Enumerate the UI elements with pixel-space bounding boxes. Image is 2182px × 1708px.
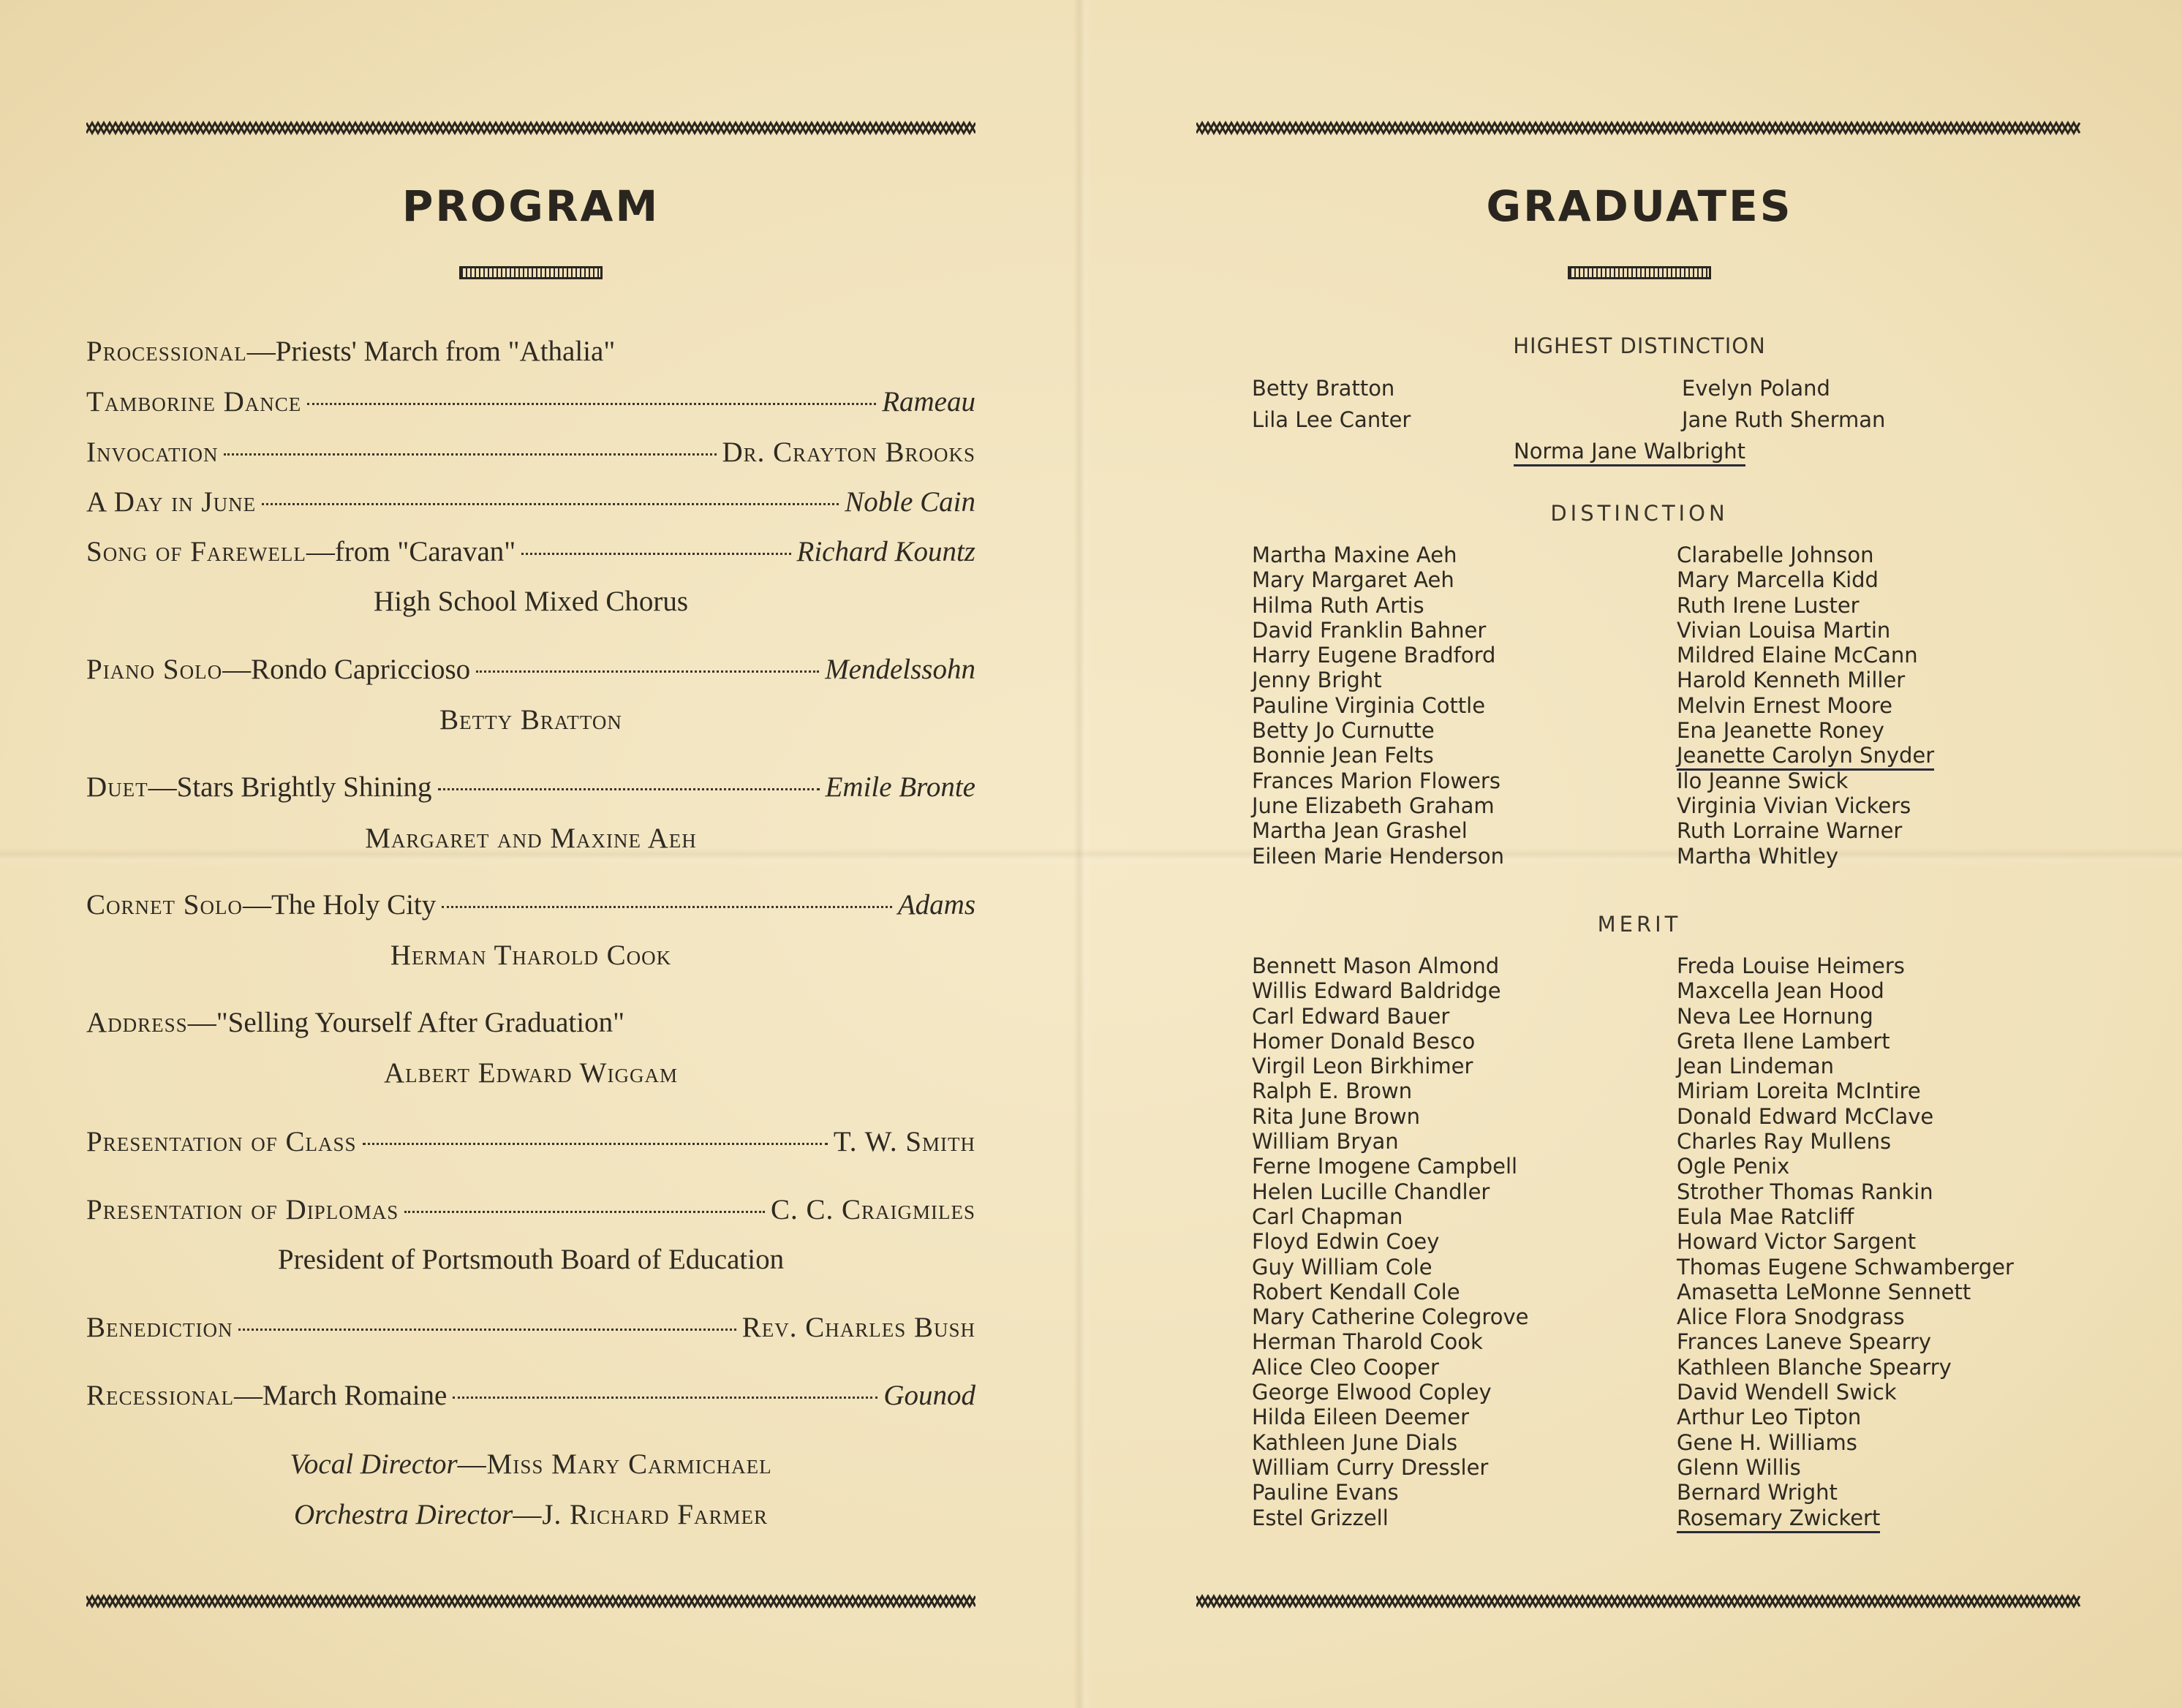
graduate-name: Charles Ray Mullens	[1677, 1129, 1892, 1155]
list-item	[1677, 718, 1934, 743]
graduate-name: Robert Kendall Cole	[1252, 1279, 1460, 1304]
dot-leader	[307, 403, 876, 405]
graduate-name: Homer Donald Besco	[1252, 1028, 1476, 1054]
graduate-name: Donald Edward McClave	[1677, 1103, 1934, 1129]
graduate-name: Maxcella Jean Hood	[1677, 978, 1884, 1004]
graduate-name: Helen Lucille Chandler	[1252, 1179, 1490, 1204]
merit-list-right	[1677, 953, 2014, 1530]
program-item	[86, 653, 975, 689]
graduate-name: Neva Lee Hornung	[1677, 1003, 1873, 1029]
program-heading: PROGRAM	[401, 181, 660, 231]
list-item	[1252, 1505, 1528, 1530]
graduate-name: Estel Grizzell	[1252, 1505, 1389, 1530]
item-label: Benediction	[86, 1312, 233, 1343]
graduate-name: Ferne Imogene Campbell	[1252, 1154, 1518, 1179]
program-item	[86, 1006, 975, 1043]
list-item	[1677, 567, 1934, 592]
piano-performer: Betty Bratton	[439, 704, 622, 736]
list-item	[1677, 1004, 2014, 1029]
graduate-name: Ena Jeanette Roney	[1677, 718, 1884, 744]
list-item	[1252, 618, 1504, 643]
graduate-name: Kathleen June Dials	[1252, 1429, 1458, 1455]
item-title: —"Selling Yourself After Graduation"	[187, 1007, 624, 1038]
dot-leader	[404, 1211, 765, 1213]
distinction-list-left	[1252, 543, 1504, 869]
distinction-title: DISTINCTION	[1550, 501, 1729, 526]
item-performer: T. W. Smith	[833, 1126, 975, 1157]
diplomas-subtitle: President of Portsmouth Board of Education	[277, 1244, 785, 1275]
item-label: Piano Solo	[86, 654, 223, 685]
list-item	[1677, 1380, 2014, 1405]
list-item	[1252, 1255, 1528, 1280]
highest-distinction-title: HIGHEST DISTINCTION	[1513, 333, 1766, 358]
item-label: Song of Farewell	[86, 536, 306, 567]
graduate-name: Eileen Marie Henderson	[1252, 843, 1504, 869]
heading-rule	[1568, 266, 1711, 279]
graduate-name: Rosemary Zwickert	[1677, 1505, 1880, 1533]
graduate-name: Hilda Eileen Deemer	[1252, 1405, 1470, 1430]
zigzag-border-top	[86, 117, 975, 139]
dot-leader	[442, 906, 892, 908]
list-item	[1252, 1054, 1528, 1078]
graduate-name: Jane Ruth Sherman	[1682, 407, 1886, 432]
graduate-name: Bernard Wright	[1677, 1480, 1838, 1505]
list-item	[1252, 1029, 1528, 1054]
graduate-name: Mary Margaret Aeh	[1252, 567, 1454, 593]
program-panel	[86, 0, 975, 1708]
graduate-name: Hilma Ruth Artis	[1252, 592, 1424, 618]
graduate-name: Howard Victor Sargent	[1677, 1229, 1917, 1255]
program-item	[86, 485, 975, 522]
graduate-name: Glenn Willis	[1677, 1454, 1801, 1480]
item-title: —The Holy City	[242, 889, 437, 921]
graduate-name: Ruth Lorraine Warner	[1677, 818, 1903, 844]
graduate-name: Ilo Jeanne Swick	[1677, 768, 1849, 793]
graduate-name: Mary Marcella Kidd	[1677, 567, 1879, 593]
item-performer: Dr. Crayton Brooks	[722, 437, 975, 468]
list-item	[1677, 593, 1934, 618]
list-item	[1677, 818, 1934, 843]
item-performer: C. C. Craigmiles	[770, 1194, 975, 1225]
item-label: Tamborine Dance	[86, 386, 302, 417]
graduate-name: Ralph E. Brown	[1252, 1078, 1413, 1104]
program-item	[86, 1311, 975, 1348]
graduate-name: Vivian Louisa Martin	[1677, 617, 1891, 643]
item-title: —March Romaine	[234, 1380, 448, 1411]
list-item	[1677, 668, 1934, 692]
vocal-director-role: Vocal Director	[290, 1448, 458, 1480]
program-item	[86, 335, 975, 371]
list-item	[1252, 743, 1504, 768]
list-item	[1677, 768, 1934, 793]
item-title: —Stars Brightly Shining	[148, 771, 432, 803]
list-item	[1252, 768, 1504, 793]
graduate-name: Evelyn Poland	[1682, 376, 1830, 401]
list-item	[1677, 1078, 2014, 1103]
list-item	[1252, 1229, 1528, 1254]
graduate-name: Eula Mae Ratcliff	[1677, 1203, 1854, 1229]
list-item	[1677, 1029, 2014, 1054]
distinction-list-right	[1677, 543, 1934, 869]
graduate-name: Pauline Virginia Cottle	[1252, 692, 1486, 718]
list-item	[1677, 1405, 2014, 1429]
graduate-name: Harold Kenneth Miller	[1677, 668, 1906, 693]
cornet-performer: Herman Tharold Cook	[390, 940, 672, 971]
list-item	[1677, 1104, 2014, 1129]
list-item	[1252, 1430, 1528, 1455]
list-item	[1252, 1304, 1528, 1329]
graduate-name: Virginia Vivian Vickers	[1677, 793, 1911, 818]
list-item	[1252, 693, 1504, 718]
item-label: A Day in June	[86, 486, 257, 518]
graduate-name: Martha Whitley	[1677, 843, 1838, 869]
orchestra-director-line	[86, 1498, 975, 1531]
item-label: Cornet Solo	[86, 889, 243, 921]
graduate-name: Mildred Elaine McCann	[1677, 643, 1918, 668]
program-item	[86, 1193, 975, 1230]
item-title: —Priests' March from "Athalia"	[246, 336, 616, 367]
heading-rule	[459, 266, 603, 279]
list-item	[1677, 953, 2014, 978]
list-item	[1677, 1329, 2014, 1354]
graduate-name: Bonnie Jean Felts	[1252, 743, 1434, 768]
list-item	[1252, 1104, 1528, 1129]
graduate-name: David Wendell Swick	[1677, 1380, 1897, 1405]
graduate-name: Jeanette Carolyn Snyder	[1677, 743, 1934, 771]
graduate-name: Melvin Ernest Moore	[1677, 692, 1893, 718]
item-title: —from "Caravan"	[306, 536, 516, 567]
graduate-name: Virgil Leon Birkhimer	[1252, 1054, 1473, 1079]
graduate-name: Thomas Eugene Schwamberger	[1677, 1254, 2014, 1280]
graduate-name: William Curry Dressler	[1252, 1454, 1489, 1480]
list-item	[1252, 1280, 1528, 1304]
program-item	[86, 385, 975, 422]
graduate-name: Herman Tharold Cook	[1252, 1329, 1483, 1355]
list-item	[1252, 1405, 1528, 1429]
graduates-heading: GRADUATES	[1486, 181, 1793, 231]
zigzag-border-bottom	[1196, 1590, 2083, 1612]
merit-title: MERIT	[1597, 912, 1682, 937]
graduate-name: Jenny Bright	[1252, 668, 1382, 693]
graduate-name: Lila Lee Canter	[1252, 407, 1411, 432]
list-item	[1677, 1304, 2014, 1329]
dot-leader	[363, 1143, 828, 1145]
list-item	[1677, 693, 1934, 718]
dot-leader	[224, 453, 716, 456]
graduate-name: Clarabelle Johnson	[1677, 543, 1874, 567]
program-item	[86, 771, 975, 807]
item-label: Invocation	[86, 437, 219, 468]
graduate-name: Greta Ilene Lambert	[1677, 1028, 1890, 1054]
graduate-name: Floyd Edwin Coey	[1252, 1229, 1440, 1255]
list-item	[1677, 618, 1934, 643]
graduate-name: June Elizabeth Graham	[1252, 793, 1495, 818]
list-item	[1252, 643, 1504, 668]
merit-list-left	[1252, 953, 1528, 1530]
graduate-name: Amasetta LeMonne Sennett	[1677, 1279, 1971, 1304]
program-item	[86, 1125, 975, 1162]
list-item	[1677, 1455, 2014, 1480]
orchestra-director-name: —J. Richard Farmer	[513, 1499, 768, 1530]
item-label: Processional	[86, 336, 247, 367]
item-performer: Rameau	[882, 386, 975, 417]
list-item	[1677, 1229, 2014, 1254]
list-item	[1677, 1430, 2014, 1455]
item-performer: Noble Cain	[845, 486, 975, 518]
graduate-name: Martha Jean Grashel	[1252, 818, 1468, 844]
list-item	[1677, 1255, 2014, 1280]
graduate-name: Freda Louise Heimers	[1677, 953, 1905, 978]
graduate-name: Alice Cleo Cooper	[1252, 1354, 1439, 1380]
item-performer: Gounod	[883, 1380, 975, 1411]
list-item	[1252, 818, 1504, 843]
graduate-name: Carl Chapman	[1252, 1203, 1403, 1229]
program-item	[86, 436, 975, 472]
dot-leader	[521, 553, 790, 555]
graduate-name: Mary Catherine Colegrove	[1252, 1304, 1529, 1330]
dot-leader	[453, 1397, 877, 1399]
list-item	[1252, 978, 1528, 1003]
list-item	[1252, 1355, 1528, 1380]
graduate-name: David Franklin Bahner	[1252, 617, 1487, 643]
item-performer: Rev. Charles Bush	[741, 1312, 975, 1343]
list-item	[1677, 1054, 2014, 1078]
chorus-line: High School Mixed Chorus	[373, 586, 689, 617]
graduate-name: Miriam Loreita McIntire	[1677, 1078, 1921, 1104]
graduate-name: Strother Thomas Rankin	[1677, 1179, 1933, 1204]
graduate-name: Frances Marion Flowers	[1252, 768, 1500, 793]
list-item	[1252, 718, 1504, 743]
graduate-name: Betty Bratton	[1252, 376, 1395, 401]
list-item	[1252, 1004, 1528, 1029]
graduate-name: Willis Edward Baldridge	[1252, 978, 1501, 1004]
item-label: Duet	[86, 771, 148, 803]
list-item	[1677, 1129, 2014, 1154]
graduate-name: Bennett Mason Almond	[1252, 953, 1500, 978]
program-item	[86, 1379, 975, 1416]
item-label: Presentation of Class	[86, 1126, 357, 1157]
graduate-name: Pauline Evans	[1252, 1480, 1399, 1505]
zigzag-border-top	[1196, 117, 2083, 139]
list-item	[1677, 1154, 2014, 1179]
graduate-name: Jean Lindeman	[1677, 1054, 1835, 1079]
duet-performers: Margaret and Maxine Aeh	[365, 823, 697, 854]
list-item	[1677, 1179, 2014, 1204]
list-item	[1252, 1480, 1528, 1505]
address-speaker: Albert Edward Wiggam	[384, 1057, 678, 1089]
list-item	[1252, 1455, 1528, 1480]
list-item	[1252, 844, 1504, 869]
list-item	[1252, 1329, 1528, 1354]
graduate-name: George Elwood Copley	[1252, 1380, 1492, 1405]
list-item	[1252, 1078, 1528, 1103]
list-item	[1677, 1204, 2014, 1229]
list-item	[1252, 668, 1504, 692]
dot-leader	[238, 1329, 736, 1331]
graduate-name: Gene H. Williams	[1677, 1429, 1857, 1455]
orchestra-director-role: Orchestra Director	[294, 1499, 513, 1530]
item-performer: Mendelssohn	[825, 654, 975, 685]
dot-leader	[262, 503, 839, 505]
graduate-name: Carl Edward Bauer	[1252, 1003, 1450, 1029]
list-item	[1252, 593, 1504, 618]
item-performer: Richard Kountz	[796, 536, 975, 567]
graduate-name: Kathleen Blanche Spearry	[1677, 1354, 1952, 1380]
item-label: Recessional	[86, 1380, 235, 1411]
graduates-panel	[1196, 0, 2083, 1708]
list-item	[1252, 1129, 1528, 1154]
list-item	[1677, 1505, 2014, 1530]
program-item	[86, 888, 975, 925]
dot-leader	[476, 670, 819, 673]
graduate-name: Alice Flora Snodgrass	[1677, 1304, 1905, 1330]
item-label: Presentation of Diplomas	[86, 1194, 399, 1225]
list-item	[1252, 1380, 1528, 1405]
graduate-name: Harry Eugene Bradford	[1252, 643, 1496, 668]
item-performer: Emile Bronte	[825, 771, 975, 803]
item-label: Address	[86, 1007, 188, 1038]
item-performer: Adams	[897, 889, 975, 921]
zigzag-border-bottom	[86, 1590, 975, 1612]
list-item	[1252, 1204, 1528, 1229]
list-item	[1252, 953, 1528, 978]
program-item	[86, 535, 975, 572]
list-item	[1677, 978, 2014, 1003]
list-item	[1252, 1154, 1528, 1179]
list-item	[1252, 793, 1504, 818]
graduate-name: Arthur Leo Tipton	[1677, 1405, 1862, 1430]
graduate-name: Rita June Brown	[1252, 1103, 1420, 1129]
graduate-name-underlined: Norma Jane Walbright	[1514, 439, 1745, 466]
list-item	[1677, 543, 1934, 567]
graduate-name: William Bryan	[1252, 1129, 1399, 1155]
vocal-director-line	[86, 1448, 975, 1481]
list-item	[1252, 567, 1504, 592]
graduate-name: Betty Jo Curnutte	[1252, 718, 1435, 744]
graduate-name: Martha Maxine Aeh	[1252, 543, 1457, 567]
list-item	[1677, 743, 1934, 768]
dot-leader	[438, 788, 820, 790]
graduate-name: Guy William Cole	[1252, 1254, 1432, 1280]
list-item	[1252, 543, 1504, 567]
vocal-director-name: —Miss Mary Carmichael	[457, 1448, 772, 1480]
graduate-name: Ruth Irene Luster	[1677, 592, 1860, 618]
list-item	[1677, 793, 1934, 818]
graduate-name: Frances Laneve Spearry	[1677, 1329, 1932, 1355]
list-item	[1677, 643, 1934, 668]
item-title: —Rondo Capriccioso	[222, 654, 471, 685]
list-item	[1252, 1179, 1528, 1204]
list-item	[1677, 844, 1934, 869]
list-item	[1677, 1280, 2014, 1304]
graduate-name: Ogle Penix	[1677, 1154, 1790, 1179]
list-item	[1677, 1480, 2014, 1505]
list-item	[1677, 1355, 2014, 1380]
